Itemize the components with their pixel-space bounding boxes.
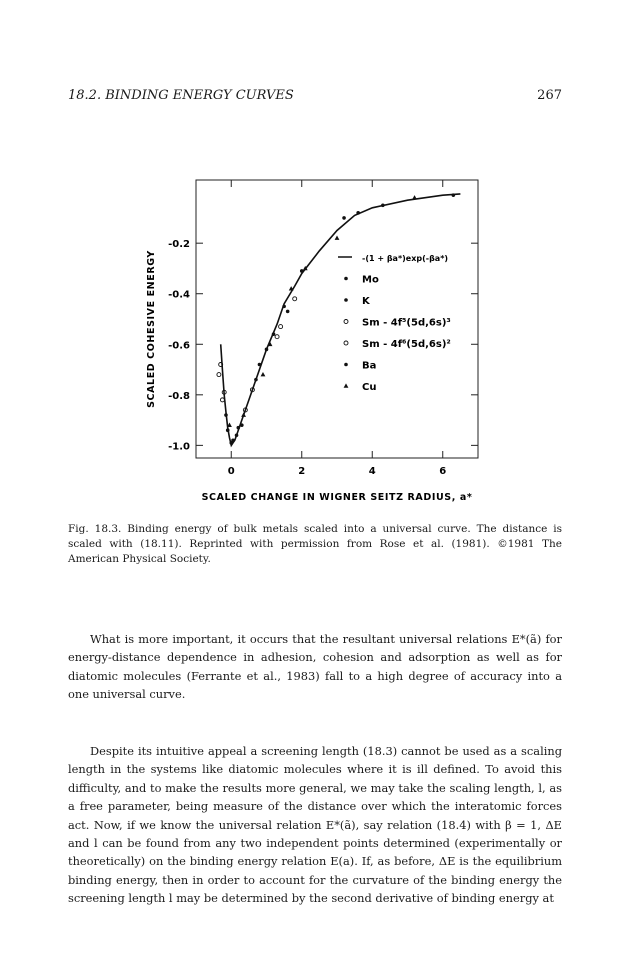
data-point (224, 413, 228, 417)
legend-label: -(1 + βa*)exp(-βa*) (362, 254, 449, 263)
legend-label: Sm - 4f⁶(5d,6s)² (362, 339, 451, 350)
data-point (241, 412, 246, 416)
legend-marker (344, 277, 348, 281)
binding-energy-chart (140, 160, 500, 510)
data-point (412, 195, 417, 199)
legend-marker (344, 383, 349, 387)
data-point (226, 428, 230, 432)
legend-label: K (362, 296, 370, 307)
paragraph-2: Despite its intuitive appeal a screening length (18.3) cannot be used as a scaling length in the systems like diatomic molecules where it is ill defined. To avoid this difficulty, and to make the results more general, we may take the scaling length, l, as a free parameter, being measure of the distance over which the interatomic forces act. Now, if we know the universal relation E*(ã), say relation (18.4) with β = 1, ΔE and l can be found from any two independent points determined (experimentally or theoretically) on the binding energy relation E(a). If, as before, ΔE is the equilibrium binding energy, then in order to account for the curvature of the binding energy the screening length l may be determined by the second derivative of binding energy at (68, 744, 562, 906)
data-point (356, 211, 360, 215)
data-point (286, 310, 290, 314)
legend-marker (344, 320, 348, 324)
data-point (235, 433, 239, 437)
x-tick-label: 6 (439, 466, 447, 477)
x-tick-label: 4 (368, 466, 376, 477)
figure-caption: Fig. 18.3. Binding energy of bulk metals scaled into a universal curve. The distance is scaled with (18.11). Reprinted with permission from Rose et al. (1981). ©1981 The American Physical Society. (68, 523, 562, 565)
y-axis-label: SCALED COHESIVE ENERGY (146, 250, 157, 408)
data-point (381, 203, 385, 207)
y-tick-label: -0.8 (168, 390, 190, 402)
y-tick-label: -0.2 (168, 239, 190, 251)
legend-label: Sm - 4f⁵(5d,6s)³ (362, 317, 451, 329)
data-point (254, 378, 258, 382)
data-point (335, 236, 340, 240)
paragraph-1: What is more important, it occurs that the resultant universal relations E*(ã) for energy-distance dependence in adhesion, cohesion and adsorption as well as for diatomic molecules (Ferrante et al., 1983) fall to a high degree of accuracy into a one universal curve. (68, 632, 562, 702)
running-head (68, 88, 562, 103)
data-point (237, 426, 241, 430)
data-point (272, 332, 276, 336)
legend-label: Cu (362, 382, 377, 393)
section-title: 18.2. BINDING ENERGY CURVES (68, 88, 294, 103)
data-point (300, 269, 304, 273)
data-point (342, 216, 346, 220)
x-axis-label: SCALED CHANGE IN WIGNER SEITZ RADIUS, a* (201, 492, 473, 503)
data-point (265, 348, 269, 352)
data-point (261, 372, 266, 376)
legend-marker (344, 298, 348, 302)
data-point (240, 423, 244, 427)
x-tick-label: 2 (298, 466, 306, 477)
data-point (258, 363, 262, 367)
legend-marker (344, 363, 348, 367)
page-number: 267 (537, 88, 562, 103)
y-tick-label: -0.4 (168, 289, 190, 301)
data-point (452, 193, 456, 197)
data-point (220, 398, 224, 402)
y-tick-label: -0.6 (168, 340, 190, 352)
legend-marker (344, 341, 348, 345)
data-point (231, 439, 235, 443)
data-point (275, 335, 279, 339)
data-point (293, 297, 297, 301)
data-point (217, 373, 221, 377)
legend-label: Mo (362, 274, 379, 286)
y-tick-label: -1.0 (168, 441, 190, 453)
data-point (282, 305, 286, 309)
data-point (279, 325, 283, 329)
x-tick-label: 0 (227, 466, 235, 477)
legend-label: Ba (362, 360, 377, 372)
